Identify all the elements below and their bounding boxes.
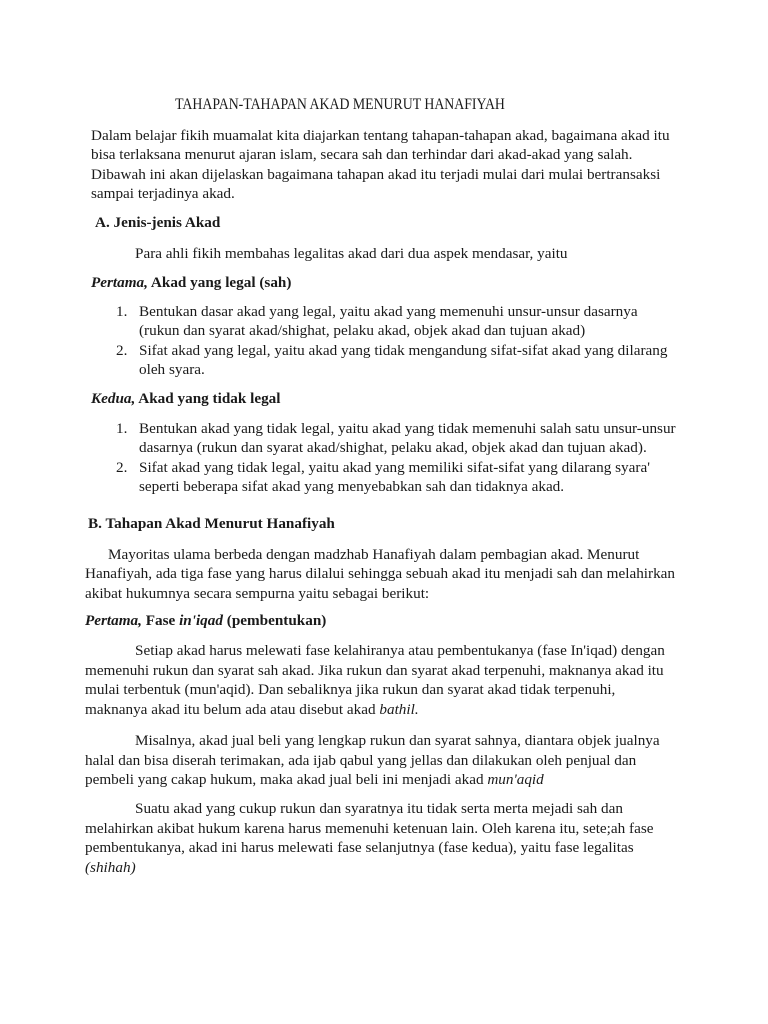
fase-heading-text: Fase [141,612,180,629]
fase-heading-term: in'iqad [179,612,223,629]
list-item-line: (rukun dan syarat akad/shighat, pelaku akad, objek akad dan tujuan akad) [139,322,586,339]
paragraph-line: Misalnya, akad jual beli yang lengkap rukun dan syarat sahnya, diantara objek jualnya [135,732,660,749]
fase-iniqad-heading [85,611,326,630]
paragraph-line: mulai terbentuk (mun'aqid). Dan sebaliknya jika rukun dan syarat akad tidak terpenuhi, [85,681,616,698]
kedua-label: Kedua, [91,390,136,407]
list-number: 1. [116,303,128,320]
intro-line: Dibawah ini akan dijelaskan bagaimana tahapan akad itu terjadi mulai dari mulai bertransaksi [91,166,661,183]
list-item-line: Sifat akad yang tidak legal, yaitu akad yang memiliki sifat-sifat yang dilarang syara' [139,459,650,476]
paragraph-line: melahirkan akibat hukum karena harus memenuhi ketenuan lain. Oleh karena itu, sete;ah fase [85,820,654,837]
list-number: 1. [116,420,128,437]
fase-heading-text: (pembentukan) [222,612,327,629]
list-item-line: dasarnya (rukun dan syarat akad/shighat, pelaku akad, objek akad dan tujuan akad). [139,439,647,456]
fase-heading-label: Pertama, [85,612,142,629]
paragraph-text: pembeli yang cakap hukum, maka akad jual beli ini menjadi akad [85,771,488,788]
term-munaqid: mun'aqid [487,771,544,788]
section-a-heading: A. Jenis-jenis Akad [95,214,221,231]
pertama-title: Akad yang legal (sah) [147,274,292,291]
paragraph-line [85,770,544,789]
intro-line: sampai terjadinya akad. [91,185,235,202]
intro-line: Dalam belajar fikih muamalat kita diajarkan tentang tahapan-tahapan akad, bagaimana akad itu [91,127,670,144]
paragraph-line: Suatu akad yang cukup rukun dan syaratnya itu tidak serta merta mejadi sah dan [135,800,623,817]
list-item-line: Sifat akad yang legal, yaitu akad yang tidak mengandung sifat-sifat akad yang dilarang [139,342,668,359]
list-number: 2. [116,459,128,476]
paragraph-line [85,700,419,719]
pertama-label: Pertama, [91,274,148,291]
paragraph-line: memenuhi rukun dan syarat sah akad. Jika rukun dan syarat akad terpenuhi, maknanya akad itu [85,662,664,679]
term-shihah: (shihah) [85,859,136,876]
paragraph-line: pembentukanya, akad ini harus melewati fase selanjutnya (fase kedua), yaitu fase legalitas [85,839,634,856]
intro-line: bisa terlaksana menurut ajaran islam, secara sah dan terhindar dari akad-akad yang salah. [91,146,633,163]
list-item-line: seperti beberapa sifat akad yang menyebabkan sah dan tidaknya akad. [139,478,565,495]
document-title: TAHAPAN-TAHAPAN AKAD MENURUT HANAFIYAH [175,96,505,113]
list-item-line: Bentukan akad yang tidak legal, yaitu akad yang tidak memenuhi salah satu unsur-unsur [139,420,676,437]
paragraph-text: maknanya akad itu belum ada atau disebut akad [85,701,380,718]
kedua-subheading [91,389,280,408]
section-b-intro-line: akibat hukumnya secara sempurna yaitu sebagai berikut: [85,585,430,602]
paragraph-line: Setiap akad harus melewati fase kelahiranya atau pembentukanya (fase In'iqad) dengan [135,642,665,659]
section-b-intro-line: Hanafiyah, ada tiga fase yang harus dilalui sehingga sebuah akad itu menjadi sah dan melahirkan [85,565,675,582]
list-number: 2. [116,342,128,359]
section-a-intro: Para ahli fikih membahas legalitas akad dari dua aspek mendasar, yaitu [135,245,568,262]
pertama-subheading [91,273,291,292]
section-b-intro-line: Mayoritas ulama berbeda dengan madzhab Hanafiyah dalam pembagian akad. Menurut [108,546,640,563]
paragraph-line: halal dan bisa diserah terimakan, ada ijab qabul yang jellas dan dilakukan oleh penjual dan [85,752,637,769]
section-b-heading: B. Tahapan Akad Menurut Hanafiyah [88,515,335,532]
list-item-line: oleh syara. [139,361,205,378]
term-bathil: bathil. [379,701,419,718]
list-item-line: Bentukan dasar akad yang legal, yaitu akad yang memenuhi unsur-unsur dasarnya [139,303,638,320]
kedua-title: Akad yang tidak legal [135,390,281,407]
